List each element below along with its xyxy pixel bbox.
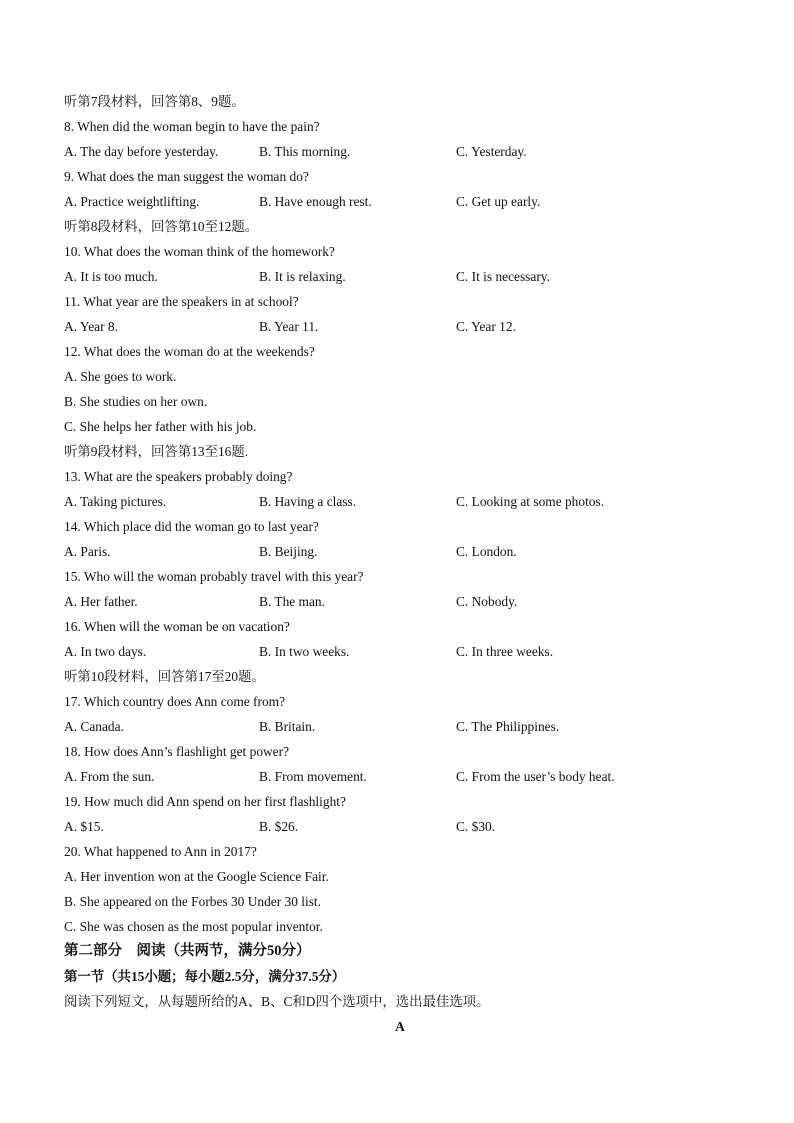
option-label: B. (259, 494, 272, 509)
question-stem (64, 614, 744, 639)
question-stem (64, 339, 744, 364)
answer-option (64, 139, 218, 164)
question-number: 19. (64, 794, 81, 809)
option-row (64, 489, 744, 514)
answer-option (259, 814, 298, 839)
question-number: 10. (64, 244, 81, 259)
question-text: What year are the speakers in at school? (83, 294, 299, 309)
section-instruction: 听第7段材料，回答第8、9题。 (64, 94, 245, 109)
option-text: Her father. (80, 594, 138, 609)
question-number: 15. (64, 569, 81, 584)
option-label: A. (64, 494, 78, 509)
option-text: She helps her father with his job. (79, 419, 257, 434)
option-text: From the user’s body heat. (471, 769, 615, 784)
option-text: She was chosen as the most popular inventor. (79, 919, 323, 934)
question-text: What does the woman do at the weekends? (83, 344, 315, 359)
option-label: C. (456, 319, 469, 334)
option-text: Yesterday. (471, 144, 527, 159)
exam-document (64, 89, 744, 1039)
answer-option (259, 764, 367, 789)
option-text: Get up early. (471, 194, 541, 209)
option-text: It is relaxing. (274, 269, 346, 284)
question-text: Who will the woman probably travel with this year? (83, 569, 364, 584)
question-number: 14. (64, 519, 81, 534)
option-text: It is necessary. (471, 269, 550, 284)
option-text: In two days. (80, 644, 147, 659)
option-label: A. (64, 869, 78, 884)
answer-option (456, 539, 517, 564)
answer-option (456, 589, 517, 614)
option-label: C. (456, 494, 469, 509)
option-label: A. (64, 644, 78, 659)
answer-option (64, 764, 154, 789)
option-text: Have enough rest. (274, 194, 372, 209)
option-label: C. (456, 719, 469, 734)
option-label: B. (259, 594, 272, 609)
option-row (64, 539, 744, 564)
question-number: 11. (64, 294, 81, 309)
option-text: The Philippines. (471, 719, 560, 734)
question-number: 17. (64, 694, 81, 709)
question-stem (64, 839, 744, 864)
answer-option (456, 814, 495, 839)
answer-option (64, 914, 744, 939)
option-text: Nobody. (471, 594, 518, 609)
answer-option (64, 814, 104, 839)
option-label: C. (456, 769, 469, 784)
option-label: A. (64, 194, 78, 209)
answer-option (456, 189, 540, 214)
option-label: B. (64, 394, 77, 409)
question-number: 18. (64, 744, 81, 759)
answer-option (64, 714, 124, 739)
option-label: A. (64, 144, 78, 159)
option-label: A. (64, 544, 78, 559)
option-text: This morning. (274, 144, 351, 159)
option-label: C. (456, 269, 469, 284)
option-text: Practice weightlifting. (80, 194, 200, 209)
answer-option (64, 414, 744, 439)
option-text: Taking pictures. (80, 494, 167, 509)
option-row (64, 264, 744, 289)
answer-option (456, 714, 559, 739)
option-row (64, 589, 744, 614)
question-number: 12. (64, 344, 81, 359)
option-label: B. (259, 194, 272, 209)
option-row (64, 314, 744, 339)
option-row (64, 639, 744, 664)
question-text: When will the woman be on vacation? (83, 619, 290, 634)
question-stem (64, 164, 744, 189)
option-label: B. (259, 644, 272, 659)
option-label: A. (64, 594, 78, 609)
question-text: Which place did the woman go to last year? (83, 519, 319, 534)
question-stem (64, 114, 744, 139)
answer-option (64, 364, 744, 389)
answer-option (64, 889, 744, 914)
question-text: Which country does Ann come from? (83, 694, 286, 709)
option-row (64, 764, 744, 789)
option-label: A. (64, 819, 78, 834)
option-text: Canada. (80, 719, 124, 734)
option-text: Having a class. (274, 494, 357, 509)
option-label: C. (456, 644, 469, 659)
option-label: A. (64, 319, 78, 334)
option-text: Her invention won at the Google Science Fair. (80, 869, 329, 884)
option-label: B. (259, 719, 272, 734)
question-number: 16. (64, 619, 81, 634)
answer-option (456, 764, 615, 789)
section-subheading: 第一节（共15小题；每小题2.5分，满分37.5分） (64, 969, 346, 984)
answer-option (259, 639, 349, 664)
option-text: From the sun. (80, 769, 155, 784)
option-text: $26. (274, 819, 299, 834)
answer-option (456, 139, 527, 164)
answer-option (64, 539, 111, 564)
section-instruction: 阅读下列短文，从每题所给的A、B、C和D四个选项中，选出最佳选项。 (64, 994, 490, 1009)
section-instruction: 听第10段材料，回答第17至20题。 (64, 669, 265, 684)
option-label: B. (259, 769, 272, 784)
option-text: The day before yesterday. (80, 144, 219, 159)
question-number: 20. (64, 844, 81, 859)
option-label: B. (64, 894, 77, 909)
option-label: A. (64, 719, 78, 734)
answer-option (259, 714, 315, 739)
question-stem (64, 739, 744, 764)
option-label: B. (259, 819, 272, 834)
question-text: How much did Ann spend on her first flashlight? (84, 794, 346, 809)
option-text: Year 8. (79, 319, 118, 334)
option-row (64, 814, 744, 839)
option-label: B. (259, 269, 272, 284)
option-label: C. (456, 144, 469, 159)
question-text: What does the man suggest the woman do? (77, 169, 309, 184)
option-row (64, 189, 744, 214)
answer-option (64, 639, 146, 664)
answer-option (64, 314, 118, 339)
option-text: $30. (471, 819, 496, 834)
option-text: In three weeks. (471, 644, 554, 659)
option-label: A. (64, 269, 78, 284)
answer-option (64, 489, 166, 514)
question-stem (64, 689, 744, 714)
option-text: Britain. (274, 719, 316, 734)
question-text: When did the woman begin to have the pain? (77, 119, 320, 134)
question-stem (64, 289, 744, 314)
answer-option (64, 864, 744, 889)
question-text: What are the speakers probably doing? (83, 469, 293, 484)
section-instruction: 听第8段材料，回答第10至12题。 (64, 219, 259, 234)
answer-option (64, 264, 158, 289)
part-heading: 第二部分 阅读（共两节，满分50分） (64, 943, 311, 959)
answer-option (259, 189, 372, 214)
option-label: B. (259, 144, 272, 159)
option-label: C. (456, 819, 469, 834)
option-label: B. (259, 544, 272, 559)
option-text: Year 12. (471, 319, 516, 334)
answer-option (259, 139, 350, 164)
answer-option (259, 489, 356, 514)
question-stem (64, 514, 744, 539)
answer-option (456, 264, 550, 289)
option-text: Paris. (80, 544, 111, 559)
question-stem (64, 464, 744, 489)
option-label: B. (259, 319, 272, 334)
option-text: From movement. (274, 769, 367, 784)
section-instruction: 听第9段材料，回答第13至16题. (64, 444, 249, 459)
answer-option (259, 264, 346, 289)
question-stem (64, 239, 744, 264)
option-text: She studies on her own. (79, 394, 208, 409)
option-text: She goes to work. (80, 369, 177, 384)
option-text: Year 11. (274, 319, 319, 334)
passage-label: A (395, 1019, 405, 1034)
option-text: London. (471, 544, 517, 559)
option-label: A. (64, 769, 78, 784)
option-text: The man. (274, 594, 325, 609)
question-stem (64, 564, 744, 589)
option-label: C. (456, 194, 469, 209)
option-text: Beijing. (274, 544, 318, 559)
option-label: C. (64, 419, 77, 434)
answer-option (456, 314, 516, 339)
question-text: What happened to Ann in 2017? (83, 844, 257, 859)
option-label: A. (64, 369, 78, 384)
question-text: What does the woman think of the homework? (83, 244, 335, 259)
option-text: Looking at some photos. (471, 494, 605, 509)
answer-option (456, 489, 604, 514)
option-label: C. (456, 594, 469, 609)
option-text: $15. (80, 819, 104, 834)
option-text: She appeared on the Forbes 30 Under 30 list. (79, 894, 321, 909)
option-label: C. (64, 919, 77, 934)
option-text: In two weeks. (274, 644, 350, 659)
answer-option (64, 589, 138, 614)
question-number: 9. (64, 169, 75, 184)
answer-option (64, 389, 744, 414)
option-row (64, 714, 744, 739)
answer-option (259, 539, 317, 564)
option-label: C. (456, 544, 469, 559)
question-stem (64, 789, 744, 814)
answer-option (259, 589, 325, 614)
question-number: 8. (64, 119, 75, 134)
answer-option (64, 189, 199, 214)
answer-option (456, 639, 553, 664)
option-text: It is too much. (80, 269, 158, 284)
answer-option (259, 314, 318, 339)
question-number: 13. (64, 469, 81, 484)
option-row (64, 139, 744, 164)
question-text: How does Ann’s flashlight get power? (84, 744, 290, 759)
